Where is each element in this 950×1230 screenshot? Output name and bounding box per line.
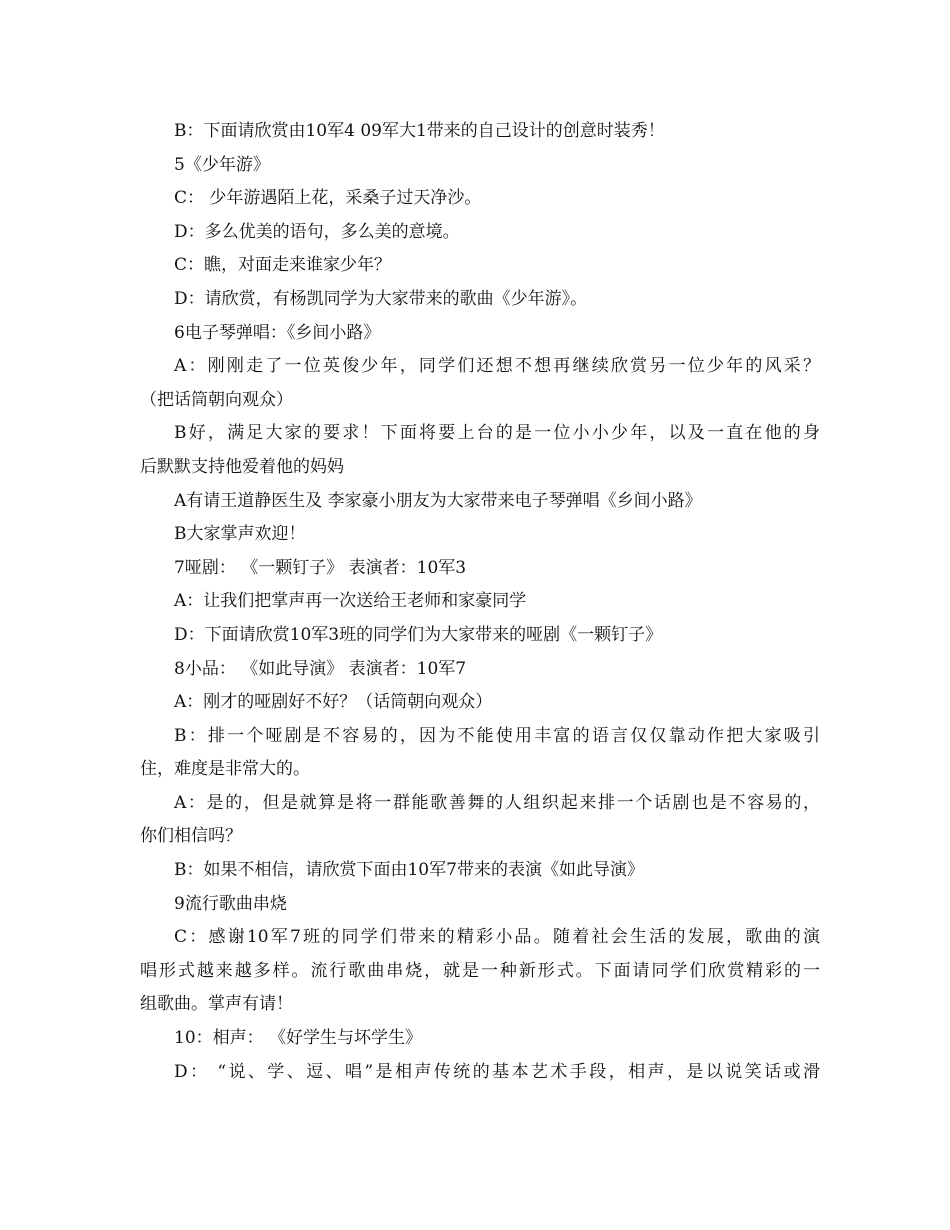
text-line: 唱形式越来越多样。流行歌曲串烧，就是一种新形式。下面请同学们欣赏精彩的一: [140, 960, 820, 981]
text-line: A：刚才的哑剧好不好？（话筒朝向观众）: [174, 692, 493, 713]
text-line: A：让我们把掌声再一次送给王老师和家豪同学: [174, 591, 527, 612]
document-body: [140, 115, 820, 1089]
text-line: 9流行歌曲串烧: [174, 893, 287, 914]
text-line: D：下面请欣赏10军3班的同学们为大家带来的哑剧《一颗钉子》: [174, 624, 663, 645]
text-line: B：如果不相信，请欣赏下面由10军7带来的表演《如此导演》: [174, 860, 644, 881]
text-line: 你们相信吗？: [140, 826, 242, 847]
text-line: 10：相声： 《好学生与坏学生》: [174, 1028, 423, 1049]
text-line: D：多么优美的语句，多么美的意境。: [174, 221, 460, 242]
text-line: 8小品： 《如此导演》 表演者：10军7: [174, 658, 467, 679]
text-line: A：是的，但是就算是将一群能歌善舞的人组织起来排一个话剧也是不容易的，: [174, 792, 820, 813]
text-line: 5《少年游》: [174, 154, 270, 175]
text-line: D： “说、学、逗、唱”是相声传统的基本艺术手段，相声，是以说笑话或滑: [174, 1061, 820, 1082]
text-line: C： 少年游遇陌上花，采桑子过天净沙。: [174, 188, 482, 209]
text-line: A：刚刚走了一位英俊少年，同学们还想不想再继续欣赏另一位少年的风采？: [174, 356, 820, 377]
text-line: C：感谢10军7班的同学们带来的精彩小品。随着社会生活的发展，歌曲的演: [174, 927, 820, 948]
text-line: B大家掌声欢迎！: [174, 524, 306, 545]
text-line: 住，难度是非常大的。: [140, 759, 310, 780]
text-line: B：下面请欣赏由10军4 09军大1带来的自己设计的创意时装秀！: [174, 121, 665, 141]
text-line: B：排一个哑剧是不容易的，因为不能使用丰富的语言仅仅靠动作把大家吸引: [174, 725, 820, 746]
text-line: B好，满足大家的要求！下面将要上台的是一位小小少年，以及一直在他的身: [174, 423, 820, 444]
text-line: （把话筒朝向观众）: [140, 389, 293, 410]
text-line: 组歌曲。掌声有请！: [140, 994, 293, 1015]
text-line: A有请王道静医生及 李家豪小朋友为大家带来电子琴弹唱《乡间小路》: [174, 490, 702, 511]
text-line: D：请欣赏，有杨凯同学为大家带来的歌曲《少年游》。: [174, 288, 588, 309]
text-line: 后默默支持他爱着他的妈妈: [140, 456, 344, 477]
text-line: 7哑剧： 《一颗钉子》 表演者：10军3: [174, 557, 467, 578]
text-line: C：瞧，对面走来谁家少年？: [174, 255, 392, 276]
text-line: 6电子琴弹唱：《乡间小路》: [174, 322, 381, 343]
